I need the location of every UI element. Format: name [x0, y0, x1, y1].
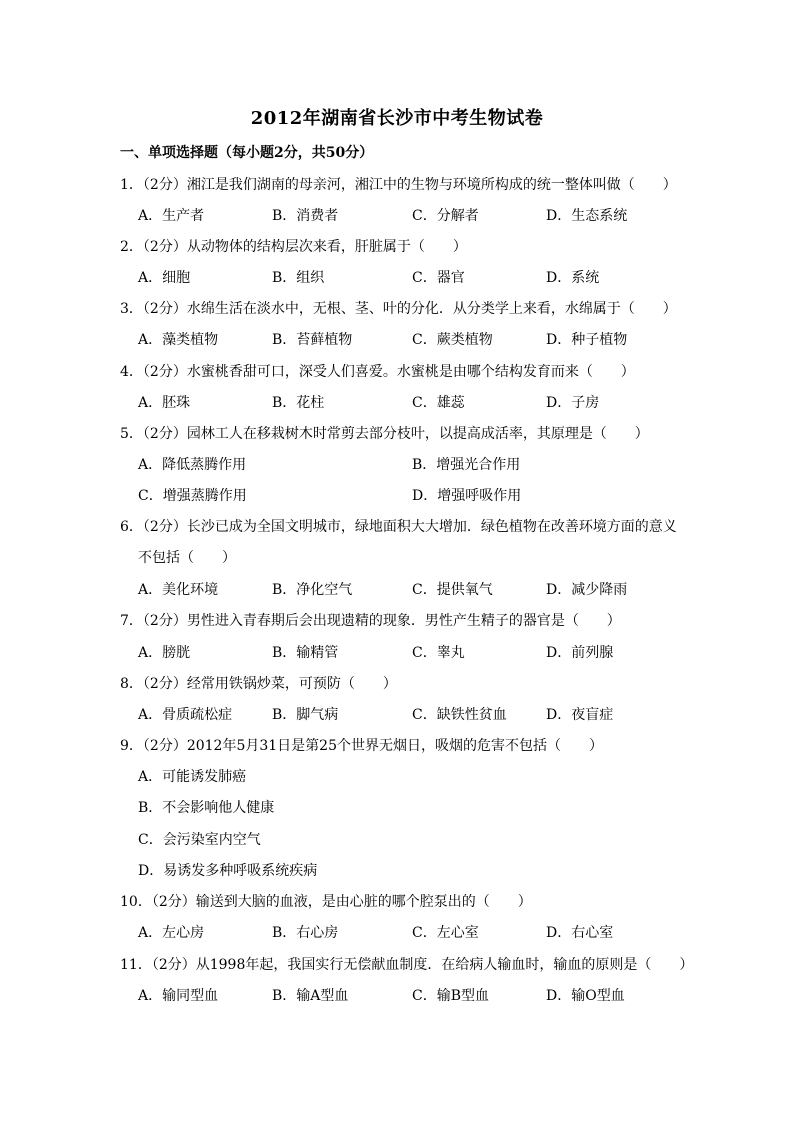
question-6-option-a: A．美化环境	[138, 582, 219, 598]
question-2-option-d: D．系统	[546, 270, 600, 286]
question-10-option-d: D．右心室	[546, 925, 614, 941]
question-2-option-c: C．器官	[412, 270, 465, 286]
question-11-option-a: A．输同型血	[138, 988, 219, 1004]
question-5-option-c: C．增强蒸腾作用	[138, 488, 247, 504]
question-3-stem: 3．（2分）水绵生活在淡水中，无根、茎、叶的分化．从分类学上来看，水绵属于（ ）	[120, 301, 677, 317]
question-5-option-a: A．降低蒸腾作用	[138, 457, 247, 473]
question-4-stem: 4．（2分）水蜜桃香甜可口，深受人们喜爱。水蜜桃是由哪个结构发育而来（ ）	[120, 364, 635, 380]
question-6-stem-continued: 不包括（ ）	[138, 550, 236, 566]
question-2-option-a: A．细胞	[138, 270, 191, 286]
question-11-option-c: C．输B型血	[412, 988, 489, 1004]
question-10-option-b: B．右心房	[272, 925, 339, 941]
question-8-option-d: D．夜盲症	[546, 707, 614, 723]
question-1-stem: 1．（2分）湘江是我们湖南的母亲河，湘江中的生物与环境所构成的统一整体叫做（ ）	[120, 177, 677, 193]
question-10-option-c: C．左心室	[412, 925, 479, 941]
question-1-option-d: D．生态系统	[546, 208, 628, 224]
question-8-option-b: B．脚气病	[272, 707, 339, 723]
question-1-option-c: C．分解者	[412, 208, 479, 224]
question-4-option-d: D．子房	[546, 395, 600, 411]
question-6-option-d: D．减少降雨	[546, 582, 628, 598]
question-1-option-a: A．生产者	[138, 208, 205, 224]
question-9-option-a: A．可能诱发肺癌	[138, 769, 247, 785]
question-3-option-c: C．蕨类植物	[412, 332, 493, 348]
exam-title: 2012年湖南省长沙市中考生物试卷	[250, 108, 544, 129]
question-7-stem: 7．（2分）男性进入青春期后会出现遗精的现象．男性产生精子的器官是（ ）	[120, 613, 621, 629]
question-4-option-a: A．胚珠	[138, 395, 191, 411]
question-3-option-b: B．苔藓植物	[272, 332, 353, 348]
question-7-option-b: B．输精管	[272, 645, 339, 661]
question-8-stem: 8．（2分）经常用铁锅炒菜，可预防（ ）	[120, 676, 397, 692]
question-8-option-a: A．骨质疏松症	[138, 707, 233, 723]
question-3-option-a: A．藻类植物	[138, 332, 219, 348]
question-3-option-d: D．种子植物	[546, 332, 628, 348]
question-6-option-c: C．提供氧气	[412, 582, 493, 598]
question-5-option-d: D．增强呼吸作用	[412, 488, 522, 504]
question-10-option-a: A．左心房	[138, 925, 205, 941]
question-11-option-b: B．输A型血	[272, 988, 349, 1004]
question-5-stem: 5．（2分）园林工人在移栽树木时常剪去部分枝叶，以提高成活率，其原理是（ ）	[120, 426, 649, 442]
question-7-option-d: D．前列腺	[546, 645, 614, 661]
question-11-stem: 11．（2分）从1998年起，我国实行无偿献血制度．在给病人输血时，输血的原则是（ ）	[120, 957, 694, 973]
section-heading: 一、单项选择题（每小题2分，共50分）	[120, 145, 374, 161]
question-4-option-c: C．雄蕊	[412, 395, 465, 411]
question-8-option-c: C．缺铁性贫血	[412, 707, 507, 723]
question-6-option-b: B．净化空气	[272, 582, 353, 598]
question-9-option-d: D．易诱发多种呼吸系统疾病	[138, 863, 318, 879]
question-10-stem: 10．（2分）输送到大脑的血液，是由心脏的哪个腔泵出的（ ）	[120, 894, 532, 910]
question-9-option-b: B．不会影响他人健康	[138, 800, 275, 816]
question-1-option-b: B．消费者	[272, 208, 339, 224]
question-2-option-b: B．组织	[272, 270, 325, 286]
question-2-stem: 2．（2分）从动物体的结构层次来看，肝脏属于（ ）	[120, 239, 467, 255]
question-11-option-d: D．输O型血	[546, 988, 625, 1004]
question-4-option-b: B．花柱	[272, 395, 325, 411]
question-9-stem: 9．（2分）2012年5月31日是第25个世界无烟日，吸烟的危害不包括（ ）	[120, 738, 603, 754]
question-7-option-a: A．膀胱	[138, 645, 191, 661]
question-5-option-b: B．增强光合作用	[412, 457, 521, 473]
question-9-option-c: C．会污染室内空气	[138, 832, 261, 848]
question-7-option-c: C．睾丸	[412, 645, 465, 661]
question-6-stem: 6．（2分）长沙已成为全国文明城市，绿地面积大大增加．绿色植物在改善环境方面的意义	[120, 519, 677, 535]
